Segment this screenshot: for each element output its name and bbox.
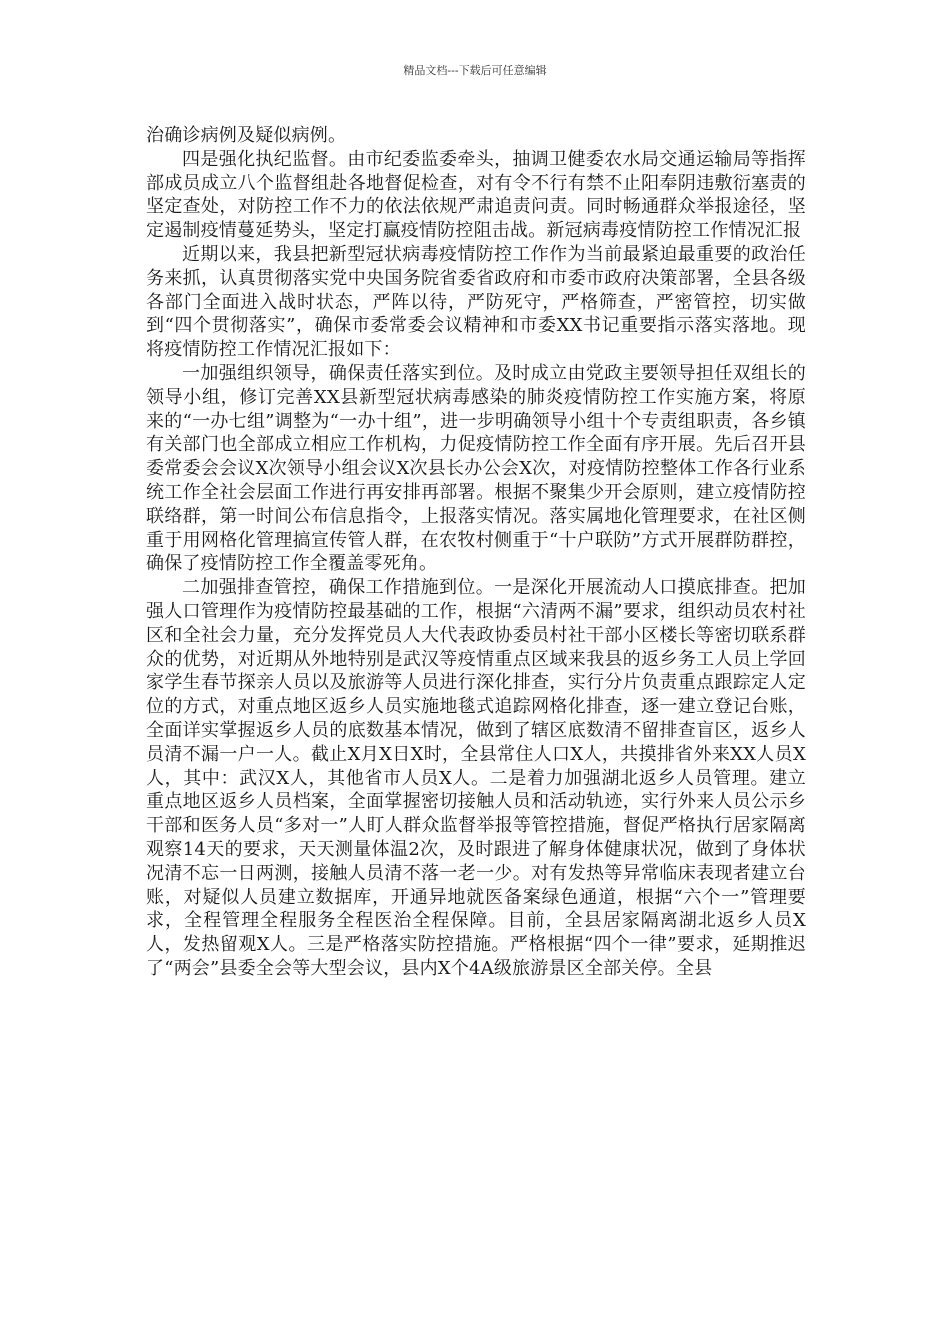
paragraph-continuation: 治确诊病例及疑似病例。 xyxy=(146,125,347,146)
paragraph-organization-leadership: 一加强组织领导，确保责任落实到位。及时成立由党政主要领导担任双组长的领导小组，修订完善XX县新型冠状病毒感染的肺炎疫情防控工作实施方案，将原来的“一办七组”调整为“一办十组”，进一步明确领导小组十个专责组职责，各乡镇有关部门也全部成立相应工作机构，力促疫情防控工作全面有序开展。先后召开县委常委会会议X次领导小组会议X次县长办公会X次，对疫情防控整体工作各行业系统工作全社会层面工作进行再安排再部署。根据不聚集少开会原则，建立疫情防控联络群，第一时间公布信息指令，上报落实情况。落实属地化管理要求，在社区侧重于用网格化管理搞宣传管人群，在农牧村侧重于“十户联防”方式开展群防群控，确保了疫情防控工作全覆盖零死角。 xyxy=(146,362,806,575)
paragraph-screening-control: 二加强排查管控，确保工作措施到位。一是深化开展流动人口摸底排查。把加强人口管理作为疫情防控最基础的工作，根据“六清两不漏”要求，组织动员农村社区和全社会力量，充分发挥党员人大代表政协委员村社干部小区楼长等密切联系群众的优势，对近期从外地特别是武汉等疫情重点区域来我县的返乡务工人员上学回家学生春节探亲人员以及旅游等人员进行深化排查，实行分片负责重点跟踪定人定位的方式，对重点地区返乡人员实施地毯式追踪网格化排查，逐一建立登记台账，全面详实掌握返乡人员的底数基本情况，做到了辖区底数清不留排查盲区，返乡人员清不漏一户一人。截止X月X日X时，全县常住人口X人，共摸排省外来XX人员X人，其中：武汉X人，其他省市人员X人。二是着力加强湖北返乡人员管理。建立重点地区返乡人员档案，全面掌握密切接触人员和活动轨迹，实行外来人员公示乡干部和医务人员“多对一”人盯人群众监督举报等管控措施，督促严格执行居家隔离观察14天的要求，天天测量体温2次，及时跟进了解身体健康状况，做到了身体状况清不忘一日两测，接触人员清不落一老一少。对有发热等异常临床表现者建立台账，对疑似人员建立数据库，开通异地就医备案绿色通道，根据“六个一”管理要求，全程管理全程服务全程医治全程保障。目前，全县居家隔离湖北返乡人员X人，发热留观X人。三是严格落实防控措施。严格根据“四个一律”要求，延期推迟了“两会”县委全会等大型会议，县内X个4A级旅游景区全部关停。全县 xyxy=(146,577,806,979)
page-header: 精品文档---下载后可任意编辑 xyxy=(403,64,547,77)
paragraph-discipline-supervision: 四是强化执纪监督。由市纪委监委牵头，抽调卫健委农水局交通运输局等指挥部成员成立八个监督组赴各地督促检查，对有令不行有禁不止阳奉阴违敷衍塞责的坚定查处，对防控工作不力的依法依规严肃追责问责。同时畅通群众举报途径，坚定遏制疫情蔓延势头，坚定打赢疫情防控阻击战。新冠病毒疫情防控工作情况汇报 xyxy=(146,148,806,242)
document-body xyxy=(146,124,806,981)
paragraph-report-intro: 近期以来，我县把新型冠状病毒疫情防控工作作为当前最紧迫最重要的政治任务来抓，认真贯彻落实党中央国务院省委省政府和市委市政府决策部署，全县各级各部门全面进入战时状态，严阵以待，严防死守，严格筛查，严密管控，切实做到“四个贯彻落实”，确保市委常委会议精神和市委XX书记重要指示落实落地。现将疫情防控工作情况汇报如下： xyxy=(146,243,806,361)
